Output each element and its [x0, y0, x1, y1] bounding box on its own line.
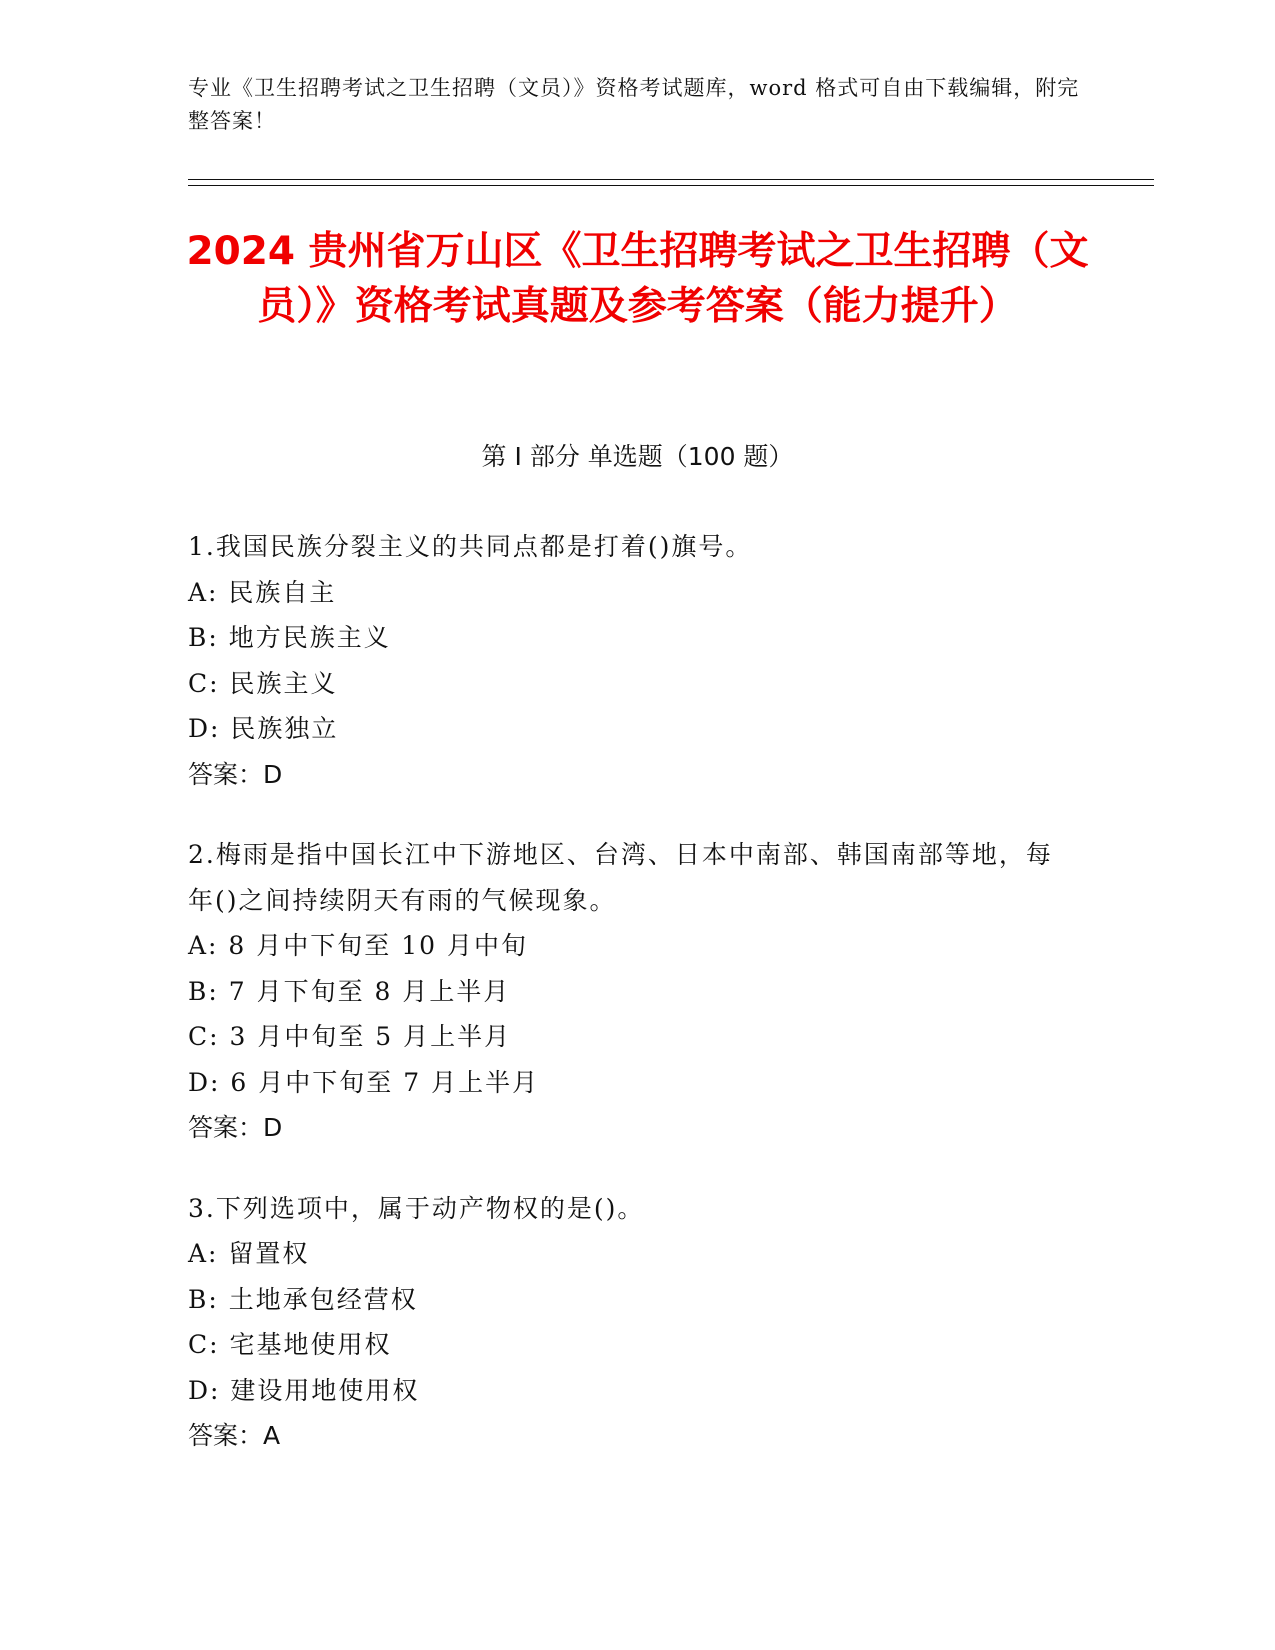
option-c: C: 民族主义: [188, 668, 338, 698]
header-note: 专业《卫生招聘考试之卫生招聘（文员）》资格考试题库，word 格式可自由下载编辑，附完整答案！: [188, 76, 1080, 133]
answer: 答案：A: [188, 1421, 281, 1450]
option-d: D: 6 月中下旬至 7 月上半月: [188, 1067, 540, 1097]
header-divider-bottom: [188, 185, 1154, 186]
question-1: [188, 524, 1068, 797]
document-title: 2024 贵州省万山区《卫生招聘考试之卫生招聘（文员）》资格考试真题及参考答案（能力提升）: [186, 229, 1089, 329]
option-d: D: 建设用地使用权: [188, 1375, 420, 1405]
option-a: A: 留置权: [188, 1239, 310, 1268]
question-list: [188, 524, 1068, 1494]
option-d: D: 民族独立: [188, 714, 339, 743]
question-stem: 1.我国民族分裂主义的共同点都是打着()旗号。: [188, 532, 753, 561]
question-2: [188, 832, 1068, 1151]
option-b: B: 7 月下旬至 8 月上半月: [188, 976, 511, 1006]
answer: 答案：D: [188, 1113, 283, 1142]
option-c: C: 3 月中旬至 5 月上半月: [188, 1022, 512, 1051]
option-b: B: 土地承包经营权: [188, 1284, 418, 1314]
header-divider-top: [188, 179, 1154, 180]
option-a: A: 民族自主: [188, 577, 337, 607]
question-stem: 2.梅雨是指中国长江中下游地区、台湾、日本中南部、韩国南部等地，每年()之间持续阴天有雨的气候现象。: [188, 840, 1053, 915]
option-a: A: 8 月中下旬至 10 月中旬: [188, 931, 528, 960]
section-heading: 第 I 部分 单选题（100 题）: [481, 442, 794, 471]
option-c: C: 宅基地使用权: [188, 1330, 392, 1359]
question-stem: 3.下列选项中，属于动产物权的是()。: [188, 1193, 645, 1223]
question-3: [188, 1186, 1068, 1459]
option-b: B: 地方民族主义: [188, 623, 391, 652]
answer: 答案：D: [188, 759, 283, 789]
